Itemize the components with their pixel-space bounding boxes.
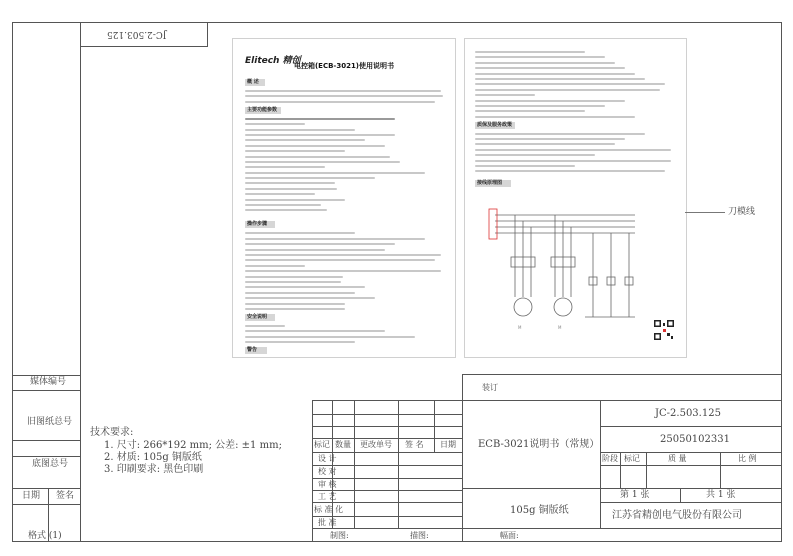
header-qty: 数量 — [335, 440, 351, 449]
weight-label: 质 量 — [668, 454, 687, 463]
title-block-top — [462, 374, 781, 375]
role-standard: 标 准 化 — [314, 505, 344, 514]
doc-name: ECB-3021说明书（常规） — [478, 439, 600, 450]
footer-tracer: 描图: — [410, 531, 429, 540]
tech-req-item-3: 3. 印刷要求: 黑色印刷 — [104, 464, 204, 475]
wiring-diagram — [485, 207, 645, 335]
frame-bottom — [12, 541, 782, 542]
callout-label: 刀模线 — [728, 207, 756, 217]
section-operation: 操作步骤 — [247, 221, 268, 228]
sheet-number: 第 1 张 — [620, 490, 650, 500]
footer-drafter: 制图: — [330, 531, 349, 540]
brand-logo: Elitech 精创 — [245, 56, 301, 66]
frame-inner-left — [80, 22, 81, 542]
manual-page-2 — [464, 38, 687, 358]
old-drawing-label: 旧图纸总号 — [27, 417, 73, 427]
stamp-box — [80, 22, 208, 47]
section-safety: 安全说明 — [247, 313, 268, 320]
signature-label: 签名 — [56, 491, 75, 501]
media-code-label: 媒体编号 — [30, 377, 67, 387]
header-mark: 标记 — [314, 440, 330, 449]
role-check: 校 对 — [318, 467, 337, 476]
manual-title: 电控箱(ECB-3021)使用说明书 — [293, 62, 395, 70]
section-params: 主要功能参数 — [247, 106, 278, 113]
header-signature: 签 名 — [405, 440, 424, 449]
format-label: 格式 (1) — [28, 531, 62, 541]
tech-req-item-1: 1. 尺寸: 266*192 mm; 公差: ±1 mm; — [104, 440, 282, 451]
callout-leader — [685, 212, 725, 213]
drawing-number: JC-2.503.125 — [655, 408, 721, 419]
manual-page-1 — [232, 38, 456, 358]
tech-req-title: 技术要求: — [90, 427, 134, 438]
role-approve: 批 准 — [318, 518, 337, 527]
frame-right — [781, 22, 782, 542]
role-design: 设 计 — [318, 454, 337, 463]
section-warranty: 质保及服务政策 — [477, 121, 513, 128]
svg-text:M: M — [558, 325, 562, 330]
base-drawing-label: 底图总号 — [32, 459, 69, 469]
date-label: 日期 — [22, 491, 41, 501]
binding-label: 装订 — [482, 383, 498, 392]
qr-code — [653, 319, 675, 341]
footer-format: 幅面: — [500, 531, 519, 540]
tech-req-item-2: 2. 材质: 105g 铜版纸 — [104, 452, 202, 463]
stamp-code: JC-2.503.125 — [107, 29, 167, 39]
stage-mark-label: 标记 — [624, 454, 640, 463]
stage-label: 阶段 — [602, 454, 618, 463]
part-code: 25050102331 — [660, 434, 730, 445]
manual-body-1 — [245, 75, 445, 358]
section-overview: 概 述 — [247, 79, 259, 85]
company-name: 江苏省精创电气股份有限公司 — [612, 510, 742, 521]
section-warning: 警告 — [247, 347, 258, 354]
svg-text:M: M — [518, 325, 522, 330]
role-process: 工 艺 — [318, 492, 337, 501]
header-date: 日期 — [440, 440, 456, 449]
role-review: 审 核 — [318, 480, 337, 489]
manual-body-2 — [475, 51, 675, 191]
outer-frame-left — [12, 22, 13, 542]
sheet-total: 共 1 张 — [706, 490, 736, 500]
header-change-no: 更改单号 — [360, 440, 392, 449]
scale-label: 比 例 — [738, 454, 757, 463]
section-wiring: 接线原理图 — [477, 180, 503, 187]
material-text: 105g 铜版纸 — [510, 505, 569, 516]
